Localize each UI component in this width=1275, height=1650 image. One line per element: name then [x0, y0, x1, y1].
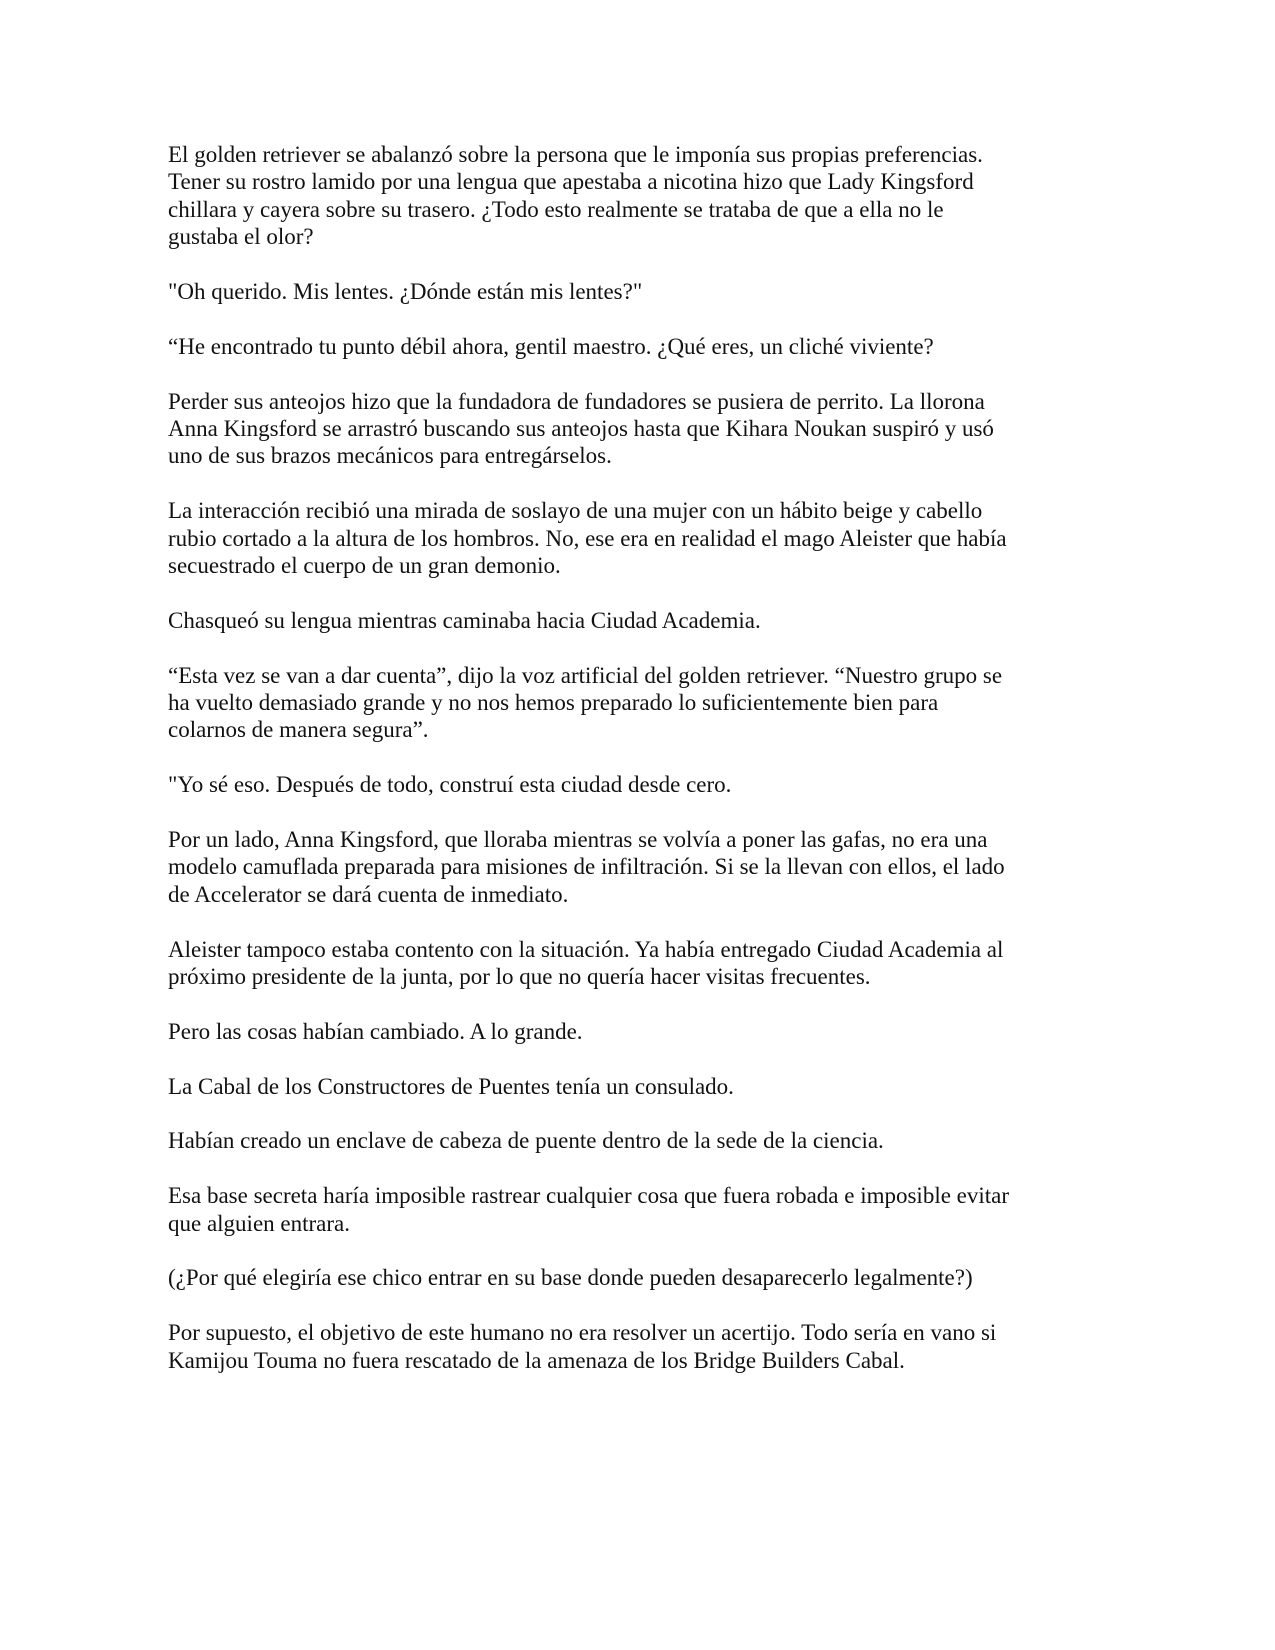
paragraph [168, 1319, 1068, 1374]
text-line: próximo presidente de la junta, por lo que no quería hacer visitas frecuentes. [168, 964, 871, 990]
paragraph [168, 826, 1068, 908]
text-line: Aleister tampoco estaba contento con la situación. Ya había entregado Ciudad Academia al [168, 936, 1004, 962]
text-line: que alguien entrara. [168, 1210, 350, 1236]
paragraph [168, 771, 1068, 798]
text-line: Tener su rostro lamido por una lengua que apestaba a nicotina hizo que Lady Kingsford [168, 169, 974, 195]
text-line: Por supuesto, el objetivo de este humano no era resolver un acertijo. Todo sería en vano si [168, 1320, 997, 1346]
text-line: gustaba el olor? [168, 224, 314, 250]
text-line: "Oh querido. Mis lentes. ¿Dónde están mis lentes?" [168, 279, 643, 305]
text-line: Perder sus anteojos hizo que la fundadora de fundadores se pusiera de perrito. La llorona [168, 388, 985, 414]
text-line: ha vuelto demasiado grande y no nos hemos preparado lo suficientemente bien para [168, 690, 939, 716]
paragraph [168, 607, 1068, 634]
text-line: El golden retriever se abalanzó sobre la persona que le imponía sus propias preferencias. [168, 142, 983, 167]
text-line: Kamijou Touma no fuera rescatado de la amenaza de los Bridge Builders Cabal. [168, 1347, 905, 1373]
text-line: “Esta vez se van a dar cuenta”, dijo la voz artificial del golden retriever. “Nuestro grupo se [168, 662, 1003, 688]
text-line: colarnos de manera segura”. [168, 717, 429, 743]
text-line: Esa base secreta haría imposible rastrear cualquier cosa que fuera robada e imposible evitar [168, 1183, 1010, 1209]
paragraph [168, 497, 1068, 579]
paragraph [168, 936, 1068, 991]
text-line: secuestrado el cuerpo de un gran demonio. [168, 553, 561, 579]
text-line: Habían creado un enclave de cabeza de puente dentro de la sede de la ciencia. [168, 1128, 884, 1154]
paragraph [168, 388, 1068, 470]
document-page [168, 141, 1068, 1401]
text-line: Anna Kingsford se arrastró buscando sus anteojos hasta que Kihara Noukan suspiró y usó [168, 416, 994, 442]
text-line: chillara y cayera sobre su trasero. ¿Todo esto realmente se trataba de que a ella no le [168, 196, 944, 222]
paragraph [168, 278, 1068, 305]
paragraph [168, 1127, 1068, 1154]
text-line: rubio cortado a la altura de los hombros. No, ese era en realidad el mago Aleister que había [168, 525, 1007, 551]
text-line: Chasqueó su lengua mientras caminaba hacia Ciudad Academia. [168, 607, 761, 633]
text-line: uno de sus brazos mecánicos para entregárselos. [168, 443, 612, 469]
paragraph [168, 141, 1068, 251]
paragraph [168, 1264, 1068, 1291]
text-line: (¿Por qué elegiría ese chico entrar en su base donde pueden desaparecerlo legalmente?) [168, 1265, 973, 1291]
text-line: de Accelerator se dará cuenta de inmediato. [168, 881, 569, 907]
text-line: "Yo sé eso. Después de todo, construí esta ciudad desde cero. [168, 772, 732, 798]
text-line: La Cabal de los Constructores de Puentes tenía un consulado. [168, 1073, 734, 1099]
text-line: La interacción recibió una mirada de soslayo de una mujer con un hábito beige y cabello [168, 498, 983, 524]
paragraph [168, 1073, 1068, 1100]
paragraph [168, 333, 1068, 360]
paragraph [168, 1018, 1068, 1045]
text-line: modelo camuflada preparada para misiones de infiltración. Si se la llevan con ellos, el lado [168, 854, 1005, 880]
paragraph [168, 662, 1068, 744]
text-line: “He encontrado tu punto débil ahora, gentil maestro. ¿Qué eres, un cliché viviente? [168, 333, 934, 359]
text-line: Pero las cosas habían cambiado. A lo grande. [168, 1018, 583, 1044]
text-line: Por un lado, Anna Kingsford, que lloraba mientras se volvía a poner las gafas, no era una [168, 827, 988, 853]
paragraph [168, 1182, 1068, 1237]
